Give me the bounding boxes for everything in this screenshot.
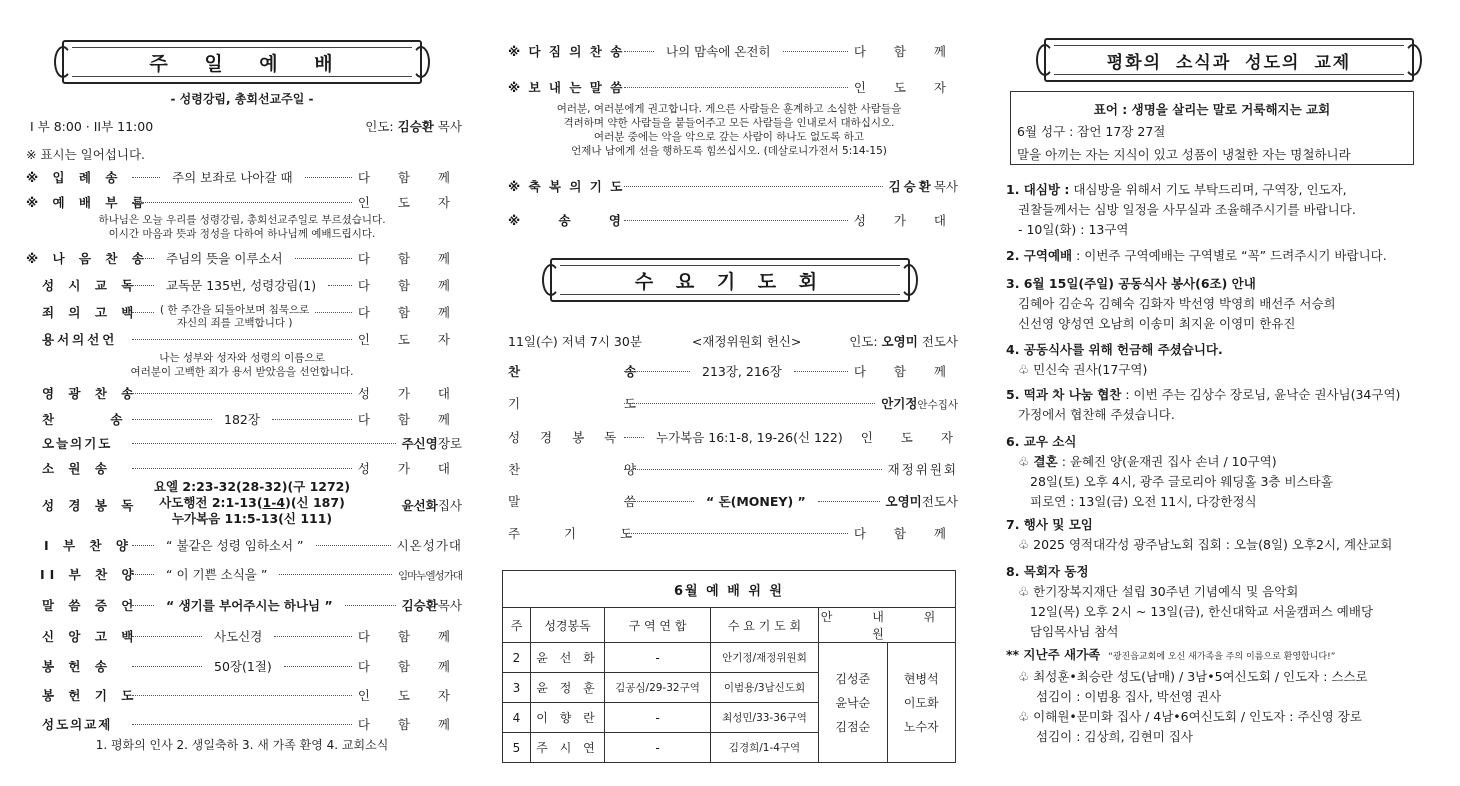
order-label: 오늘의기도: [42, 436, 113, 451]
pardon-text: 나는 성부와 성자와 성령의 이름으로 여러분이 고백한 죄가 용서 받았음을 선언합니다.: [130, 352, 354, 378]
order-row-fellowship: [26, 715, 462, 733]
sunday-worship-column: [22, 0, 462, 786]
order-label: 찬 송: [508, 364, 687, 379]
order-content: 182장: [224, 412, 260, 427]
worship-subtitle: - 성령강림, 총회선교주일 -: [170, 92, 314, 106]
order-performer: 인 도 자: [357, 688, 462, 703]
wednesday-leader-name: 오영미: [881, 334, 918, 349]
order-label: 신 앙 고 백: [42, 629, 139, 644]
order-content: 나의 맘속에 온전히: [666, 44, 771, 59]
order-row-pardon: [26, 330, 462, 348]
sermon-title: “ 생기를 부어주시는 하나님 ”: [166, 598, 333, 613]
order-performer: 성 가 대: [853, 213, 958, 228]
order-row-gloria: [26, 384, 462, 402]
order-performer: 다 함 께: [357, 629, 462, 644]
order-performer: 인 도 자: [853, 80, 958, 95]
call-to-worship-text: 하나님은 오늘 우리를 성령강림, 총회선교주일로 부르셨습니다. 이시간 마음과 뜻과 정성을 다하여 하나님께 예배드립시다.: [98, 214, 386, 240]
order-label: 주 기 도: [508, 526, 653, 541]
leader-prefix: 인도:: [365, 119, 394, 134]
wednesday-column: [500, 0, 965, 786]
order-performer: 안기정안수집사: [881, 396, 958, 411]
service-time: I 부 8:00 · II부 11:00: [30, 119, 154, 134]
notice-tea-sponsor: 5. 떡과 차 나눔 협찬 : 이번 주는 김상수 장로님, 윤낙순 권사님(34구역) 가정에서 협찬해 주셨습니다.: [1006, 387, 1401, 422]
order-label: II 부 찬 양: [40, 567, 139, 582]
order-performer: 김승환목사: [401, 598, 462, 613]
order-label: 성 경 봉 독: [508, 430, 625, 445]
sending-word-text: 여러분, 여러분에게 권고합니다. 게으른 사람들은 훈계하고 소심한 사람들을 격려하며 약한 사람들을 붙들어주고 모든 사람들을 인내로서 대하십시오. 여러분 중에는 악을 악으로 갚는 사람이 하나도 없도록 하고 언제나 남에게 선을 행하도록 힘쓰십시오. (데살로니가전서 5:14-15): [556, 103, 902, 157]
order-performer: 재정위원회: [887, 462, 958, 477]
order-content: 누가복음 16:1-8, 19-26(신 122): [656, 430, 843, 445]
wed-row-praise: [508, 460, 958, 478]
order-label: 죄 의 고 백: [42, 305, 139, 320]
wed-row-sermon: [508, 492, 958, 510]
wed-row-scripture: [508, 428, 965, 446]
sunday-worship-title: 주 일 예 배: [149, 52, 335, 75]
order-content: “ 이 기쁜 소식을 ”: [166, 567, 268, 582]
wednesday-prayer-title: 수 요 기 도 회: [634, 270, 826, 293]
notice-cell-worship: 2. 구역예배 : 이번주 구역예배는 구역별로 “꼭” 드려주시기 바랍니다.: [1006, 248, 1387, 263]
order-row-hymn-2: [26, 410, 462, 428]
order-content: 사도신경: [214, 629, 263, 644]
leader-title: 목사: [437, 119, 462, 134]
order-row-wish-song: [26, 459, 462, 477]
order-performer: 다 함 께: [357, 412, 462, 427]
wednesday-theme: <재정위원회 헌신>: [691, 334, 802, 349]
order-performer: 윤선화집사: [401, 498, 462, 513]
service-time-row: [30, 117, 462, 135]
order-label: ※ 송 영: [508, 213, 624, 228]
order-row-hymn: [26, 249, 462, 267]
order-label: 봉 헌 송: [42, 659, 112, 674]
order-performer: 주신영장로: [401, 436, 462, 451]
june-duty-table: [502, 570, 956, 763]
order-row-doxology: [508, 211, 958, 229]
order-row-sending-word: [508, 78, 958, 96]
order-performer: 다 함 께: [853, 526, 958, 541]
order-performer: 성 가 대: [357, 386, 462, 401]
order-label: ※ 나 음 찬 송: [26, 251, 149, 266]
order-label: 찬 양: [508, 462, 687, 477]
order-content: 주님의 뜻을 이루소서: [166, 251, 283, 266]
order-row-choir-2: [26, 565, 462, 583]
order-label: I 부 찬 양: [44, 538, 133, 553]
fellowship-items: 1. 평화의 인사 2. 생일축하 3. 새 가족 환영 4. 교회소식: [95, 738, 389, 752]
order-content: 교독문 135번, 성령강림(1): [166, 278, 317, 293]
order-performer: 다 함 께: [357, 170, 462, 185]
order-content: 213장, 216장: [702, 364, 782, 379]
order-label: 성 경 봉 독: [42, 498, 139, 513]
news-column: [1002, 0, 1440, 786]
order-label: ※ 입 례 송: [26, 170, 123, 185]
motto-title: 표어 : 생명을 살리는 말로 거룩해지는 교회: [1093, 102, 1331, 117]
order-label: 소 원 송: [42, 461, 112, 476]
notice-pastor-news: 8. 목회자 동정 ♧ 한기장복지재단 설립 30주년 기념예식 및 음악회 12일(목) 오후 2시 ~ 13일(금), 한신대학교 서울캠퍼스 예배당 담임목사님 참석: [1006, 564, 1374, 639]
notice-visitation: 1. 대심방 : 대심방을 위해서 기도 부탁드리며, 구역장, 인도자, 권찰들께서는 심방 일정을 사무실과 조율해주시기를 바랍니다. - 10일(화) : 13구역: [1006, 182, 1356, 237]
confession-note: ( 한 주간을 되돌아보며 침묵으로 자신의 죄를 고백합니다 ): [160, 304, 310, 329]
news-title: 평화의 소식과 성도의 교제: [1106, 52, 1352, 73]
wednesday-prayer-banner: [550, 258, 910, 302]
wed-row-lords-prayer: [508, 524, 958, 542]
order-row-responsive-reading: [26, 276, 462, 294]
order-label: 말 씀 증 언: [42, 598, 139, 613]
order-content: “ 불같은 성령 임하소서 ”: [166, 538, 304, 553]
order-label: 성도의교제: [42, 717, 113, 732]
order-performer: 임마누엘성가대: [397, 570, 462, 582]
order-performer: 인 도 자: [357, 332, 462, 347]
order-performer: 성 가 대: [357, 461, 462, 476]
order-row-entrance: [26, 168, 462, 186]
ushers-column-b: 현병석 이도화 노수자: [887, 643, 956, 763]
order-performer: 다 함 께: [853, 364, 958, 379]
stand-note: ※ 표시는 일어섭니다.: [26, 147, 145, 162]
wed-row-hymn: [508, 362, 958, 380]
notice-new-members: ** 지난주 새가족 “광진읍교회에 오신 새가족을 주의 이름으로 환영합니다!” ♧ 최성훈•최승란 성도(남매) / 3남•5여신도회 / 인도자 : 스스로 섬김이 : 이범용 집사, 박선영 권사 ♧ 이해원•문미화 집사 / 4남•6여신도회 / 인도자 : 주신영 장로 섬김이 : 김상희, 김현미 집사: [1006, 647, 1368, 744]
notice-events: 7. 행사 및 모임 ♧ 2025 영적대각성 광주남노회 집회 : 오늘(8일) 오후2시, 계산교회: [1006, 517, 1393, 552]
order-row-sermon: [26, 596, 462, 614]
scripture-line-2: 사도행전 2:1-13(1-4)(신 187): [159, 495, 345, 510]
order-label: 기 도: [508, 396, 687, 411]
leader-name: 김승환: [397, 119, 434, 134]
news-banner: [1044, 38, 1414, 82]
order-label: ※ 보 내 는 말 씀: [508, 80, 625, 95]
order-performer: 다 함 께: [357, 659, 462, 674]
order-row-creed: [26, 627, 462, 645]
table-row: 4 이 향 란 - 최성민/33-36구역: [503, 703, 956, 733]
order-row-offering-song: [26, 657, 462, 675]
motto-box: [1010, 91, 1414, 165]
table-header-row: 주 성경봉독 구 역 연 합 수 요 기 도 회 안 내 위 원: [503, 608, 956, 643]
table-row: 5 주 시 연 - 김경희/1-4구역: [503, 733, 956, 763]
notice-meal-service: 3. 6월 15일(주일) 공동식사 봉사(6조) 안내 김혜아 김순옥 김혜숙 김화자 박선영 박영희 배선주 서승희 신선영 양성연 오남희 이송미 최지윤 이영미 한유진: [1006, 276, 1336, 331]
notice-member-news: 6. 교우 소식 ♧ 결혼 : 윤혜진 양(윤재권 집사 손녀 / 10구역) 28일(토) 오후 4시, 광주 글로리아 웨딩홀 3층 비스타홀 피로연 : 13일(금) 오전 11시, 다강한정식: [1006, 434, 1333, 509]
order-label: 찬 송: [42, 412, 149, 427]
order-performer: 다 함 께: [357, 305, 462, 320]
order-label: 성 시 교 독: [42, 278, 139, 293]
order-performer: 인 도 자: [860, 430, 965, 445]
order-label: ※ 축 복 의 기 도: [508, 179, 625, 194]
table-row: 2 윤 선 화 - 안기정/재정위원회 김성준 윤낙순 김점순 현병석 이도화 노수자: [503, 643, 956, 673]
order-performer: 다 함 께: [357, 251, 462, 266]
order-content: 주의 보좌로 나아갈 때: [172, 170, 293, 185]
order-row-prayer: [26, 434, 462, 452]
order-label: 봉 헌 기 도: [42, 688, 139, 703]
order-performer: 시온성가대: [396, 538, 462, 553]
wed-sermon-title: “ 돈(MONEY) ”: [706, 494, 806, 509]
motto-verse: 6월 성구 : 잠언 17장 27절: [1017, 124, 1166, 139]
order-label: ※ 예 배 부 름: [26, 195, 149, 210]
order-label: 용서의선언: [42, 332, 118, 347]
order-row-benediction: [508, 177, 958, 195]
order-performer: 인 도 자: [357, 195, 462, 210]
order-label: 영 광 찬 송: [42, 386, 139, 401]
order-row-commitment-hymn: [508, 42, 958, 60]
order-content: 50장(1절): [214, 659, 272, 674]
order-performer: 다 함 께: [853, 44, 958, 59]
wednesday-time-row: 11일(수) 저녁 7시 30분 <재정위원회 헌신> 인도: 오영미 전도사: [508, 334, 958, 349]
order-row-choir-1: [26, 536, 462, 554]
wednesday-time: 11일(수) 저녁 7시 30분: [508, 334, 642, 349]
notice-meal-donation: 4. 공동식사를 위해 헌금해 주셨습니다. ♧ 민신숙 권사(17구역): [1006, 342, 1223, 377]
sunday-worship-banner: [62, 40, 422, 84]
order-row-call: [26, 193, 462, 211]
order-row-offering-prayer: [26, 686, 462, 704]
scripture-readings: 요엘 2:23-32(28-32)(구 1272) 사도행전 2:1-13(1-4)(신 187) 누가복음 11:5-13(신 111): [153, 479, 351, 526]
order-label: ※ 다 짐 의 찬 송: [508, 44, 625, 59]
table-row: 3 윤 정 훈 김공심/29-32구역 이범용/3남신도회: [503, 673, 956, 703]
wed-row-prayer: [508, 394, 958, 412]
order-performer: 김승환목사: [888, 179, 958, 194]
order-performer: 다 함 께: [357, 717, 462, 732]
ushers-column-a: 김성준 윤낙순 김점순: [819, 643, 888, 763]
duty-table-caption: 6월 예 배 위 원: [502, 570, 956, 607]
order-performer: 오영미전도사: [885, 494, 958, 509]
order-label: 말 씀: [508, 494, 687, 509]
motto-text: 말을 아끼는 자는 지식이 있고 성품이 냉철한 자는 명철하니라: [1017, 147, 1351, 162]
order-performer: 다 함 께: [357, 278, 462, 293]
